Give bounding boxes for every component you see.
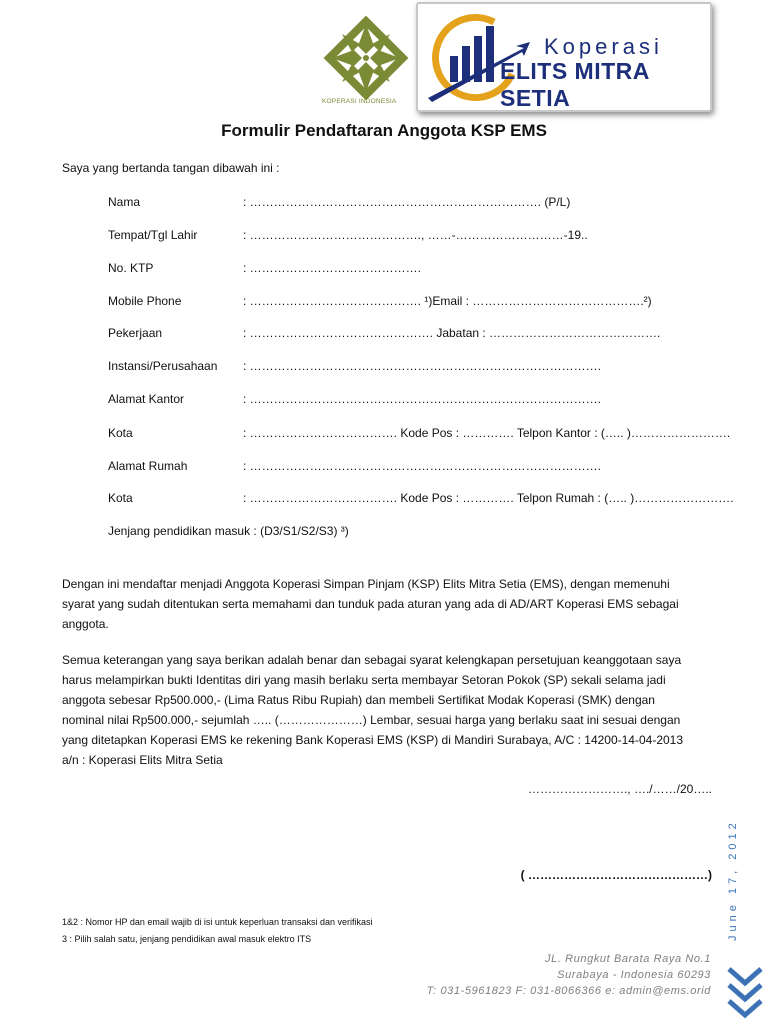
koperasi-indonesia-logo: [318, 14, 414, 110]
field-blank: : …………………………………….: [243, 261, 422, 275]
intro-text: Saya yang bertanda tangan dibawah ini :: [62, 161, 280, 175]
address-line: JL. Rungkut Barata Raya No.1: [545, 953, 711, 965]
footnote-1: 1&2 : Nomor HP dan email wajib di isi untuk keperluan transaksi dan verifikasi: [62, 917, 373, 927]
field-label: Mobile Phone: [108, 294, 182, 308]
paragraph-line: Dengan ini mendaftar menjadi Anggota Koperasi Simpan Pinjam (KSP) Elits Mitra Setia (EMS), dengan memenuhi: [62, 577, 670, 591]
footnote-2: 3 : Pilih salah satu, jenjang pendidikan awal masuk elektro ITS: [62, 934, 312, 944]
field-blank: : ……………………………………., ……-………………………-19..: [243, 228, 588, 242]
declaration-paragraph: [62, 574, 722, 634]
paragraph-line: harus melampirkan bukti Identitas diri yang masih berlaku serta membayar Setoran Pokok (SP) sekali selama jadi: [62, 673, 666, 687]
paragraph-line: Semua keterangan yang saya berikan adalah benar dan sebagai syarat kelengkapan persetujuan keanggotaan saya: [62, 653, 682, 667]
field-label: Kota: [108, 491, 133, 505]
field-label: Alamat Rumah: [108, 459, 188, 473]
paragraph-line: a/n : Koperasi Elits Mitra Setia: [62, 753, 223, 767]
signature-line[interactable]: ( ………………………………………): [520, 868, 712, 882]
field-label: Kota: [108, 426, 133, 440]
paragraph-line: anggota sebesar Rp500.000,- (Lima Ratus Ribu Rupiah) dan membeli Sertifikat Modak Koperasi (SMK) dengan: [62, 693, 655, 707]
field-blank: : …………………………………………………………………………….: [243, 459, 602, 473]
field-blank: : ………………………………. Kode Pos : …………. Telpon Kantor : (….. )…………………….: [243, 426, 731, 440]
ems-logo: [416, 2, 712, 112]
chevron-down-decoration-icon: [726, 965, 764, 1024]
field-label: Pekerjaan: [108, 326, 163, 340]
field-blank: : …………………………………………………………………………….: [243, 359, 602, 373]
ems-logo-line1: Koperasi: [544, 34, 663, 59]
field-label: Tempat/Tgl Lahir: [108, 228, 198, 242]
office-address: [427, 951, 711, 999]
field-label: Nama: [108, 195, 141, 209]
address-line: Surabaya - Indonesia 60293: [557, 969, 711, 981]
field-label: No. KTP: [108, 261, 154, 275]
koperasi-emblem-icon: [318, 14, 414, 110]
address-line: T: 031-5961823 F: 031-8066366 e: admin@ems.orid: [426, 985, 711, 997]
ems-logo-line2: ELITS MITRA SETIA: [500, 58, 650, 111]
terms-paragraph: [62, 650, 722, 770]
field-blank: : ……………………………………. ¹)Email : …………………………………….²): [243, 294, 652, 308]
form-title: Formulir Pendaftaran Anggota KSP EMS: [221, 121, 547, 140]
paragraph-line: anggota.: [62, 617, 109, 631]
field-blank: : ………………………………. Kode Pos : …………. Telpon Rumah : (….. )…………………….: [243, 491, 734, 505]
side-date: June 17, 2012: [727, 819, 739, 941]
field-blank: : ………………………………………………………………. (P/L): [243, 195, 571, 209]
paragraph-line: syarat yang sudah ditentukan serta memahami dan tunduk pada aturan yang ada di AD/ART Koperasi EMS sebagai: [62, 597, 679, 611]
date-place-line[interactable]: ……………………., …./……/20…..: [527, 782, 712, 796]
jenjang-pendidikan[interactable]: Jenjang pendidikan masuk : (D3/S1/S2/S3) ³): [108, 524, 349, 538]
field-label: Alamat Kantor: [108, 392, 185, 406]
koperasi-logo-caption: KOPERASI INDONESIA: [322, 98, 397, 105]
paragraph-line: nominal nilai Rp500.000,- sejumlah ….. (…………………) Lembar, sesuai harga yang berlaku saat ini sesuai dengan: [62, 713, 681, 727]
field-blank: : …………………………………………………………………………….: [243, 392, 602, 406]
field-label: Instansi/Perusahaan: [108, 359, 218, 373]
paragraph-line: yang ditetapkan Koperasi EMS ke rekening Bank Koperasi EMS (KSP) di Mandiri Surabaya, A/C : 14200-14-04-2013: [62, 733, 684, 747]
field-blank: : ………………………………………. Jabatan : …………………………………….: [243, 326, 661, 340]
